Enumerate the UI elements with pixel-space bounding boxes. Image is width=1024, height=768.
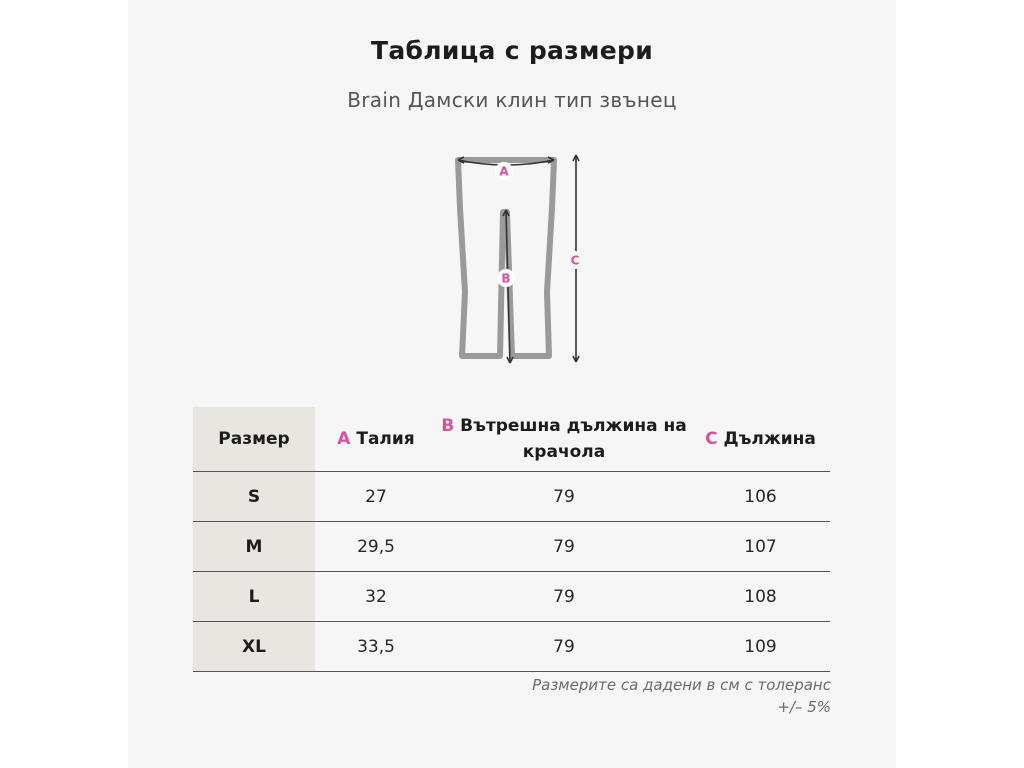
table-row xyxy=(193,472,830,522)
header-waist xyxy=(315,407,437,472)
length-cell: 106 xyxy=(691,472,830,522)
table-row xyxy=(193,572,830,622)
length-cell: 107 xyxy=(691,522,830,572)
header-size xyxy=(193,407,315,472)
header-length-label: Дължина xyxy=(723,429,816,449)
inseam-cell: 79 xyxy=(437,622,691,672)
header-inseam xyxy=(437,407,691,472)
header-inseam-label: Вътрешна дължина на крачола xyxy=(460,416,687,462)
tolerance-note: Размерите са дадени в см с толеранс +/– 5% xyxy=(532,676,831,716)
size-cell: XL xyxy=(193,622,315,672)
header-length-letter: C xyxy=(705,429,718,449)
waist-cell: 32 xyxy=(315,572,437,622)
measure-c-length xyxy=(566,155,584,362)
leggings-diagram xyxy=(128,0,896,400)
product-name: Brain Дамски клин тип звънец xyxy=(347,88,677,112)
size-table xyxy=(193,407,830,672)
inseam-cell: 79 xyxy=(437,522,691,572)
size-cell: M xyxy=(193,522,315,572)
length-cell: 109 xyxy=(691,622,830,672)
label-c: C xyxy=(570,253,580,268)
header-size-label: Размер xyxy=(218,429,290,449)
inseam-cell: 79 xyxy=(437,472,691,522)
inseam-cell: 79 xyxy=(437,572,691,622)
header-waist-letter: A xyxy=(337,429,351,449)
leggings-outline-icon xyxy=(458,160,554,356)
table-row xyxy=(193,522,830,572)
size-chart-card xyxy=(128,0,896,768)
label-b: B xyxy=(501,271,511,286)
size-cell: S xyxy=(193,472,315,522)
size-cell: L xyxy=(193,572,315,622)
waist-cell: 33,5 xyxy=(315,622,437,672)
table-row xyxy=(193,622,830,672)
length-cell: 108 xyxy=(691,572,830,622)
waist-cell: 29,5 xyxy=(315,522,437,572)
header-inseam-letter: B xyxy=(441,416,455,436)
table-header-row xyxy=(193,407,830,472)
page-title: Таблица с размери xyxy=(370,36,654,65)
label-a: A xyxy=(499,164,509,179)
header-waist-label: Талия xyxy=(356,429,415,449)
waist-cell: 27 xyxy=(315,472,437,522)
header-length xyxy=(691,407,830,472)
